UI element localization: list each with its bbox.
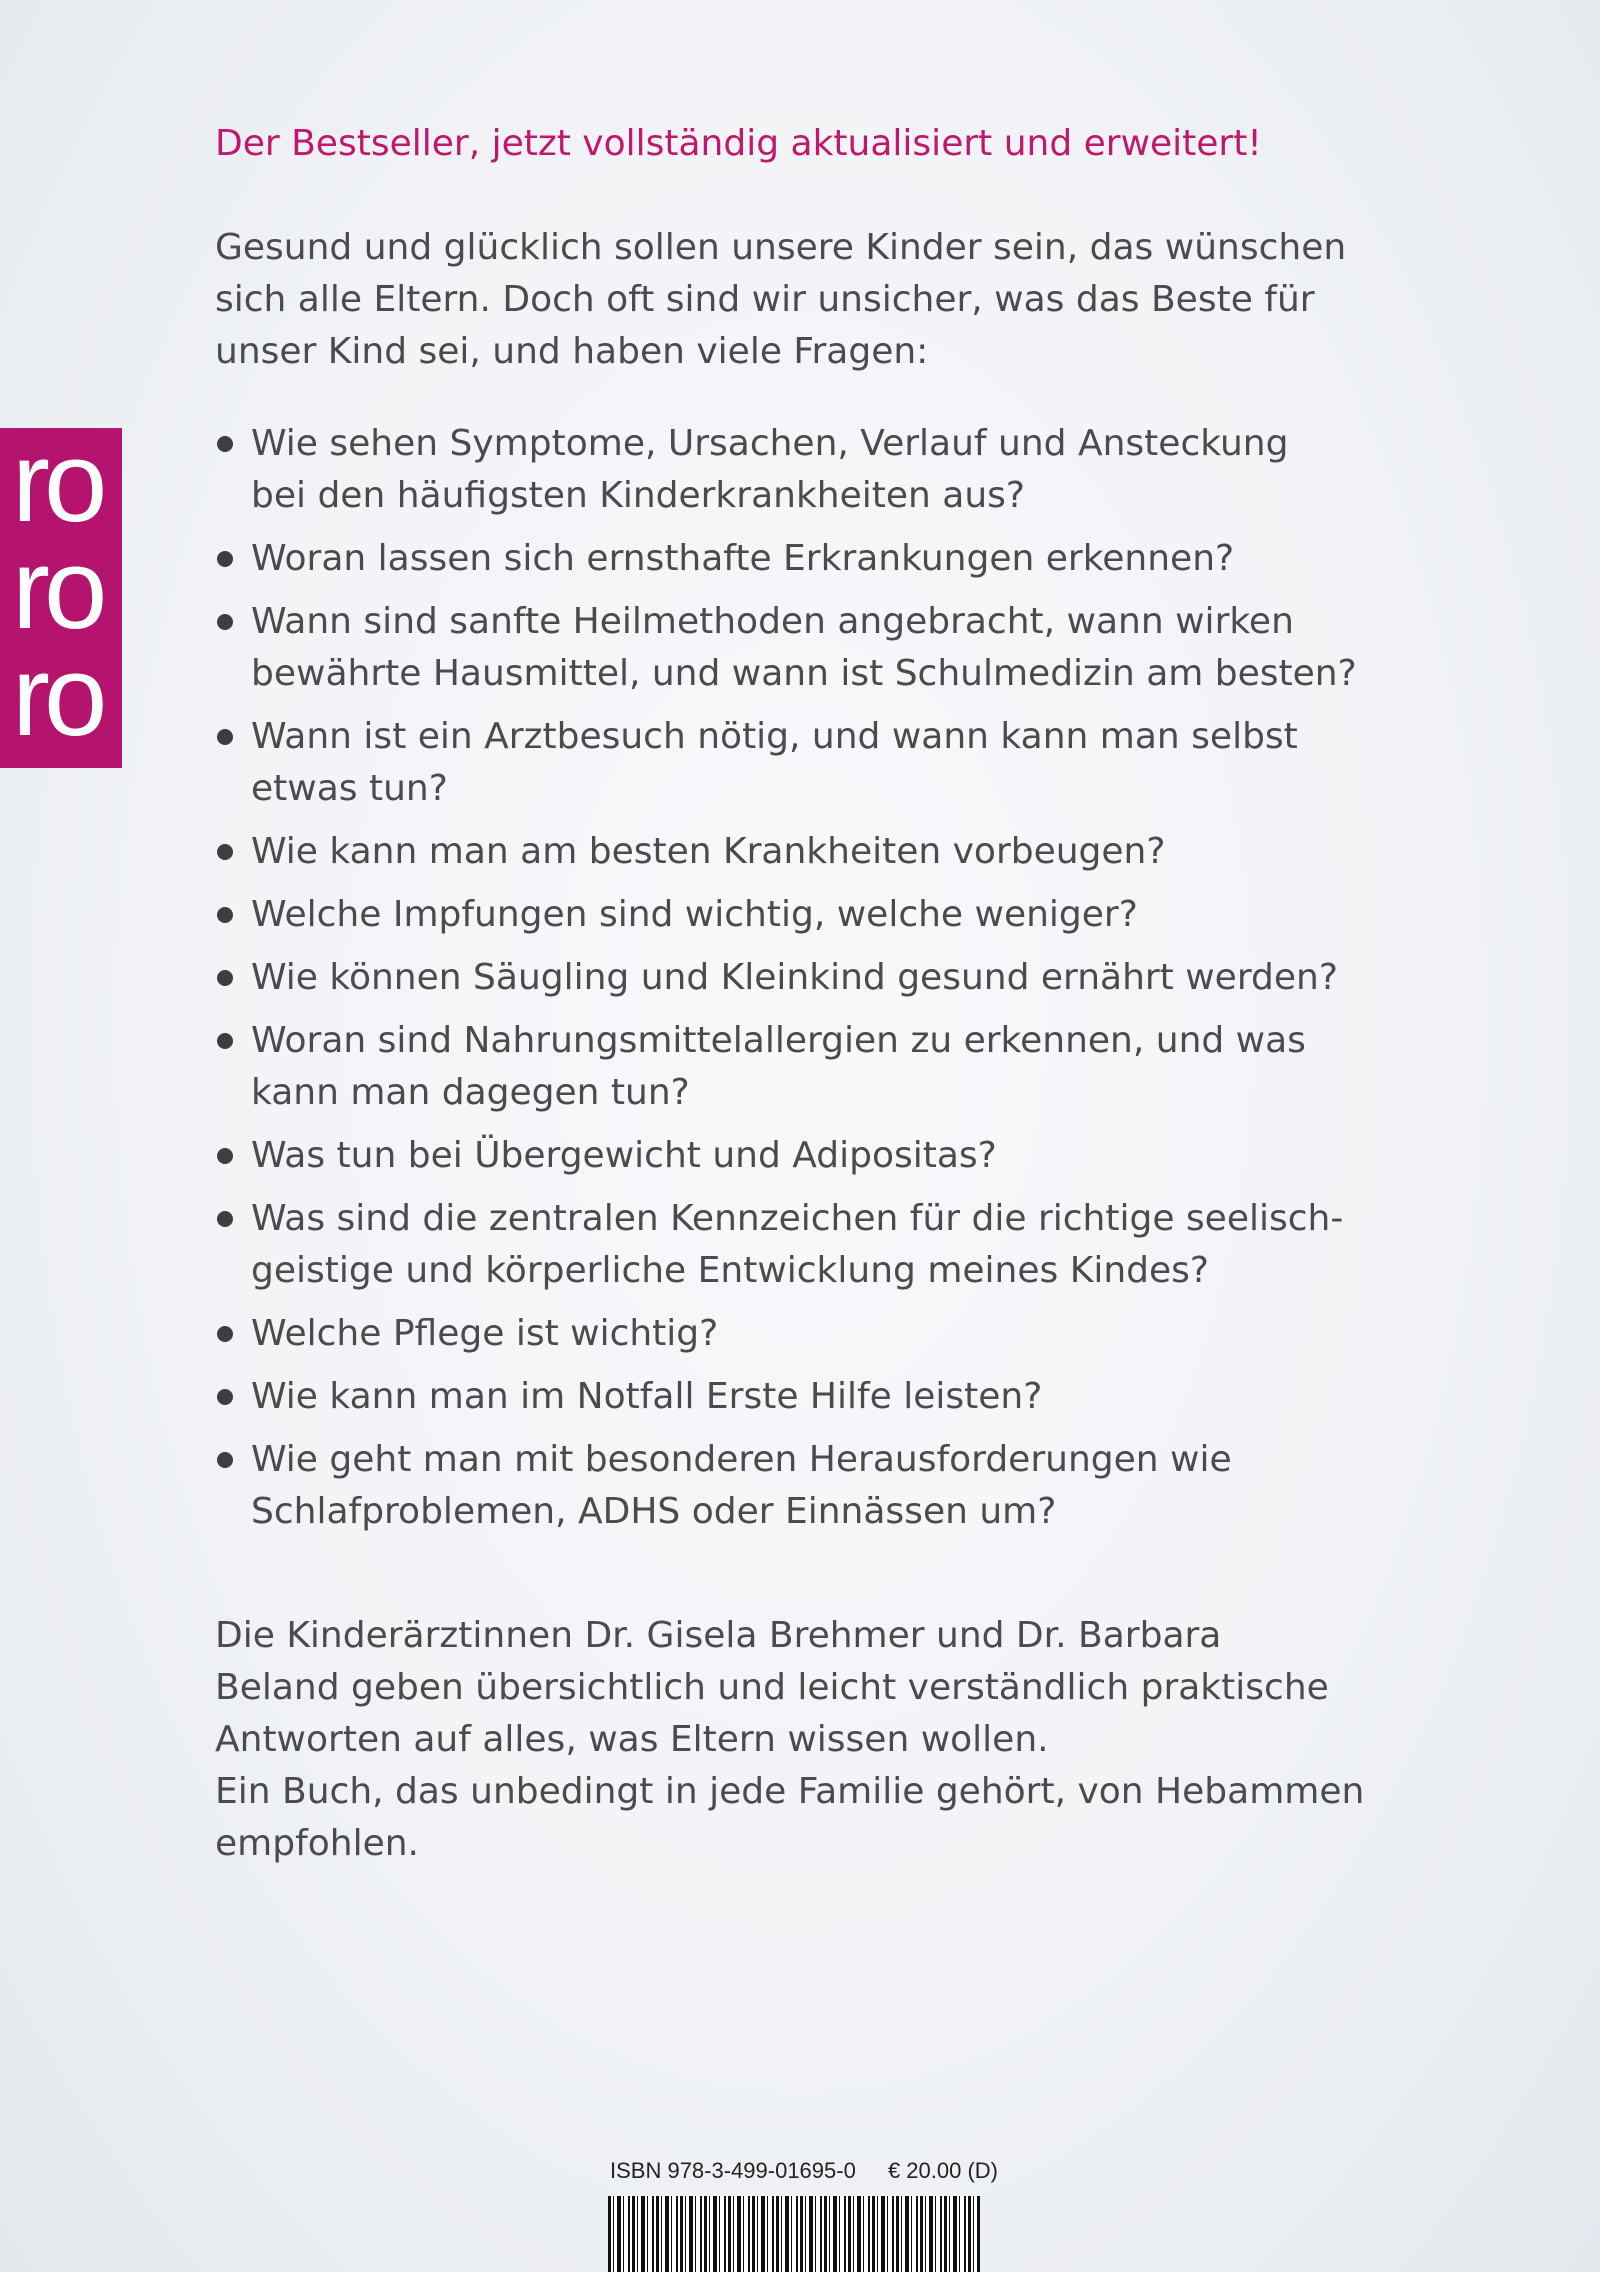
question-item bbox=[215, 1193, 1415, 1297]
question-line: Wie kann man im Notfall Erste Hilfe leisten? bbox=[251, 1376, 1043, 1417]
isbn-price-row bbox=[610, 2158, 998, 2184]
bullet-dot-icon bbox=[217, 1033, 233, 1049]
bullet-dot-icon bbox=[217, 1148, 233, 1164]
question-item bbox=[215, 1434, 1415, 1538]
bullet-dot-icon bbox=[217, 907, 233, 923]
question-line: Wie können Säugling und Kleinkind gesund ernährt werden? bbox=[251, 957, 1338, 998]
question-item bbox=[215, 1015, 1415, 1119]
question-line: Was tun bei Übergewicht und Adipositas? bbox=[251, 1135, 997, 1176]
bullet-dot-icon bbox=[217, 614, 233, 630]
price: € 20.00 (D) bbox=[887, 2158, 999, 2183]
closing-line: Beland geben übersichtlich und leicht verständlich praktische bbox=[215, 1667, 1329, 1708]
closing-line: Ein Buch, das unbedingt in jede Familie gehört, von Hebammen bbox=[215, 1771, 1365, 1812]
intro-line: sich alle Eltern. Doch oft sind wir unsicher, was das Beste für bbox=[215, 279, 1315, 320]
isbn-number: ISBN 978-3-499-01695-0 bbox=[610, 2158, 856, 2183]
bullet-dot-icon bbox=[217, 1452, 233, 1468]
tagline: Der Bestseller, jetzt vollständig aktualisiert und erweitert! bbox=[215, 123, 1262, 164]
question-item bbox=[215, 1371, 1415, 1423]
question-item bbox=[215, 533, 1415, 585]
publisher-logo bbox=[0, 428, 122, 768]
logo-line: ro bbox=[12, 526, 102, 653]
logo-line: ro bbox=[12, 633, 102, 760]
intro-line: unser Kind sei, und haben viele Fragen: bbox=[215, 331, 929, 372]
question-line: Wie kann man am besten Krankheiten vorbeugen? bbox=[251, 831, 1166, 872]
closing-paragraph bbox=[215, 1610, 1415, 1870]
bullet-dot-icon bbox=[217, 1326, 233, 1342]
intro-line: Gesund und glücklich sollen unsere Kinder sein, das wünschen bbox=[215, 227, 1347, 268]
question-line: bei den häufigsten Kinderkrankheiten aus? bbox=[251, 475, 1026, 516]
question-item bbox=[215, 826, 1415, 878]
question-line: Wie geht man mit besonderen Herausforderungen wie bbox=[251, 1439, 1232, 1480]
question-line: Was sind die zentralen Kennzeichen für die richtige seelisch- bbox=[251, 1198, 1344, 1239]
bullet-dot-icon bbox=[217, 436, 233, 452]
closing-line: empfohlen. bbox=[215, 1823, 419, 1864]
question-line: Wann ist ein Arztbesuch nötig, und wann kann man selbst bbox=[251, 716, 1298, 757]
bullet-dot-icon bbox=[217, 844, 233, 860]
question-line: Wie sehen Symptome, Ursachen, Verlauf und Ansteckung bbox=[251, 423, 1289, 464]
bullet-dot-icon bbox=[217, 729, 233, 745]
question-list bbox=[215, 418, 1415, 1549]
question-item bbox=[215, 711, 1415, 815]
question-line: Woran lassen sich ernsthafte Erkrankungen erkennen? bbox=[251, 538, 1235, 579]
intro-paragraph bbox=[215, 222, 1415, 378]
question-line: etwas tun? bbox=[251, 768, 448, 809]
question-line: Woran sind Nahrungsmittelallergien zu erkennen, und was bbox=[251, 1020, 1306, 1061]
closing-line: Antworten auf alles, was Eltern wissen wollen. bbox=[215, 1719, 1049, 1760]
question-line: geistige und körperliche Entwicklung meines Kindes? bbox=[251, 1250, 1210, 1291]
barcode bbox=[608, 2196, 980, 2272]
bullet-dot-icon bbox=[217, 551, 233, 567]
logo-line: ro bbox=[12, 428, 102, 546]
closing-line: Die Kinderärztinnen Dr. Gisela Brehmer und Dr. Barbara bbox=[215, 1615, 1222, 1656]
question-item bbox=[215, 952, 1415, 1004]
question-item bbox=[215, 418, 1415, 522]
question-line: bewährte Hausmittel, und wann ist Schulmedizin am besten? bbox=[251, 653, 1357, 694]
question-line: Welche Impfungen sind wichtig, welche weniger? bbox=[251, 894, 1138, 935]
bullet-dot-icon bbox=[217, 1389, 233, 1405]
bullet-dot-icon bbox=[217, 970, 233, 986]
question-line: Schlafproblemen, ADHS oder Einnässen um? bbox=[251, 1491, 1057, 1532]
question-line: Welche Pflege ist wichtig? bbox=[251, 1313, 719, 1354]
question-line: Wann sind sanfte Heilmethoden angebracht, wann wirken bbox=[251, 601, 1294, 642]
question-item bbox=[215, 889, 1415, 941]
bullet-dot-icon bbox=[217, 1211, 233, 1227]
question-item bbox=[215, 1130, 1415, 1182]
question-item bbox=[215, 596, 1415, 700]
question-item bbox=[215, 1308, 1415, 1360]
question-line: kann man dagegen tun? bbox=[251, 1072, 690, 1113]
